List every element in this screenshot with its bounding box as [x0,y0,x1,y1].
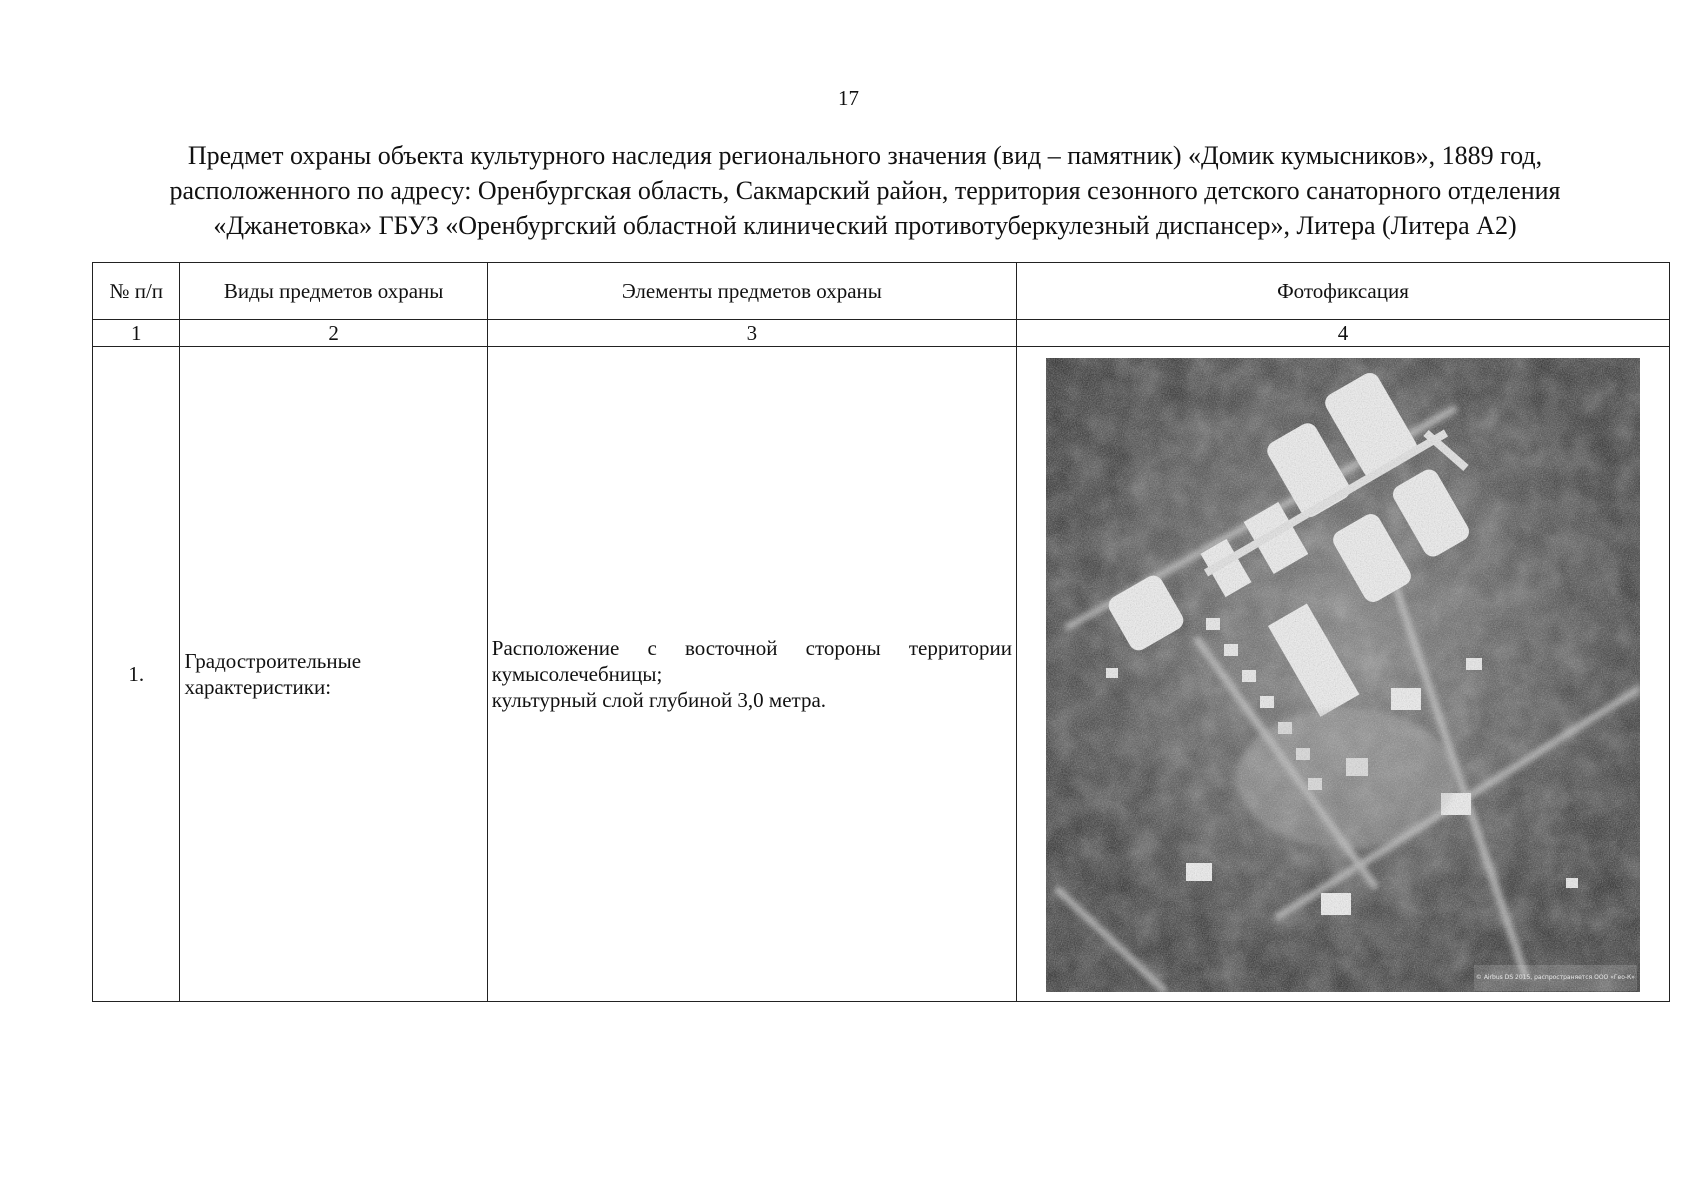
title-line-1: Предмет охраны объекта культурного наследия регионального значения (вид – памятник) «Домик кумысников», 1889 год, [187,141,1543,170]
header-elements: Элементы предметов охраны [487,263,1016,320]
header-num: № п/п [93,263,180,320]
title-line-3: «Джанетовка» ГБУЗ «Оренбургский областной клинический противотуберкулезный диспансер», Литера (Литера А2) [213,211,1517,240]
row-number: 1. [93,347,180,1002]
column-number: 2 [180,320,487,347]
column-number-row [93,320,1670,347]
protection-elements [487,347,1016,1002]
column-number: 3 [487,320,1016,347]
satellite-image-icon [1046,358,1640,992]
photo-cell [1016,347,1669,1002]
protection-table [92,262,1670,1002]
column-number: 4 [1016,320,1669,347]
document-title [90,138,1640,243]
header-photo: Фотофиксация [1016,263,1669,320]
column-number: 1 [93,320,180,347]
satellite-image [1046,358,1640,992]
title-line-2: расположенного по адресу: Оренбургская область, Сакмарский район, территория сезонного детского санаторного отделения [169,176,1561,205]
element-line: Расположение с восточной стороны территории кумысолечебницы; [491,636,1012,686]
photo-credit: © Airbus DS 2015, распространяется ООО «Гео-К» [1474,965,1637,991]
header-types: Виды предметов охраны [180,263,487,320]
table-row [93,347,1670,1002]
table-header-row [93,263,1670,320]
element-line: культурный слой глубиной 3,0 метра. [491,688,827,712]
page-number: 17 [838,86,859,110]
protection-type: Градостроительные характеристики: [180,347,487,1002]
